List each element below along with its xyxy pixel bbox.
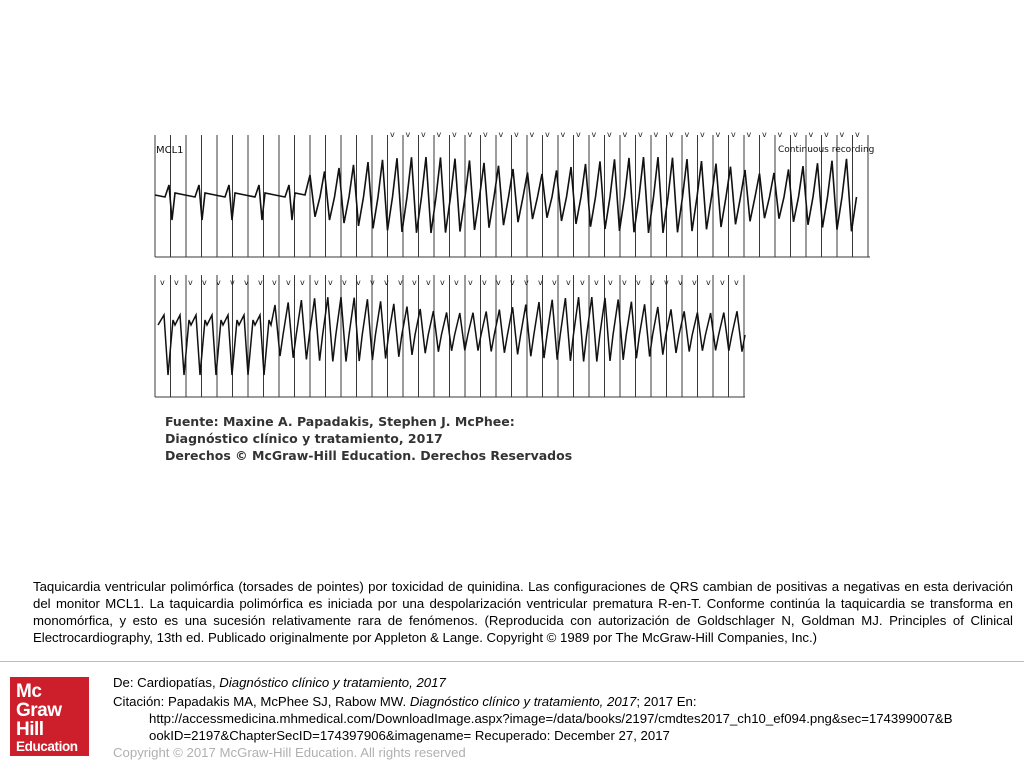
beat-marker: v bbox=[483, 130, 488, 139]
beat-marker: v bbox=[552, 278, 557, 287]
beat-marker: v bbox=[482, 278, 487, 287]
citation-line bbox=[113, 693, 1013, 710]
beat-marker: v bbox=[669, 130, 674, 139]
beat-marker: v bbox=[720, 278, 725, 287]
mcgraw-hill-logo bbox=[10, 677, 89, 756]
beat-marker: v bbox=[746, 130, 752, 139]
logo-line: Graw bbox=[16, 700, 62, 721]
beat-marker: v bbox=[370, 278, 375, 287]
beat-marker: v bbox=[384, 278, 389, 287]
beat-marker: v bbox=[328, 278, 333, 287]
beat-marker: v bbox=[467, 130, 473, 139]
beat-marker: v bbox=[591, 130, 597, 139]
beat-marker: v bbox=[174, 278, 179, 287]
beat-marker: v bbox=[230, 278, 235, 287]
beat-marker: v bbox=[421, 130, 426, 139]
beat-marker: v bbox=[454, 278, 459, 287]
beat-marker: v bbox=[636, 278, 641, 287]
source-line: Derechos © McGraw-Hill Education. Derechos Reservados bbox=[165, 448, 573, 463]
beat-marker: v bbox=[286, 278, 291, 287]
ecg-figure bbox=[150, 125, 875, 415]
from-prefix: De: Cardiopatías, bbox=[113, 675, 220, 690]
beat-marker: v bbox=[426, 278, 431, 287]
beat-marker: v bbox=[793, 130, 798, 139]
book-title: Diagnóstico clínico y tratamiento, 2017 bbox=[219, 675, 446, 690]
citation-block bbox=[113, 674, 1013, 761]
beat-marker: v bbox=[706, 278, 711, 287]
beat-marker: v bbox=[715, 130, 721, 139]
beat-marker: v bbox=[684, 130, 690, 139]
logo-line: Mc bbox=[16, 681, 42, 702]
logo-line: Hill bbox=[16, 719, 44, 740]
lead-label: MCL1 bbox=[156, 145, 184, 156]
copyright-notice: Copyright © 2017 McGraw-Hill Education. All rights reserved bbox=[113, 745, 466, 760]
recording-label: Continuous recording bbox=[778, 145, 875, 155]
beat-marker: v bbox=[398, 278, 403, 287]
beat-marker: v bbox=[650, 278, 655, 287]
beat-marker: v bbox=[731, 130, 736, 139]
beat-marker: v bbox=[452, 130, 457, 139]
beat-marker: v bbox=[607, 130, 612, 139]
beat-marker: v bbox=[468, 278, 473, 287]
source-chapter bbox=[113, 674, 1013, 691]
beat-marker: v bbox=[653, 130, 659, 139]
beat-marker: v bbox=[300, 278, 305, 287]
beat-marker: v bbox=[678, 278, 683, 287]
beat-marker: v bbox=[244, 278, 249, 287]
beat-marker: v bbox=[529, 130, 535, 139]
beat-marker: v bbox=[440, 278, 445, 287]
ecg-trace-bottom bbox=[158, 297, 745, 375]
beat-marker: v bbox=[216, 278, 221, 287]
beat-marker: v bbox=[496, 278, 501, 287]
beat-marker: v bbox=[272, 278, 277, 287]
beat-marker: v bbox=[412, 278, 417, 287]
ecg-trace-top bbox=[155, 157, 857, 233]
beat-marker: v bbox=[824, 130, 829, 139]
beat-marker: v bbox=[777, 130, 783, 139]
citation-url[interactable]: http://accessmedicina.mhmedical.com/DownloadImage.aspx?image=/data/books/2197/cmdtes2017_ch10_ef094.png&sec=174399007&B bbox=[149, 711, 953, 726]
footer-divider bbox=[0, 661, 1024, 662]
beat-marker: v bbox=[560, 130, 566, 139]
beat-marker: v bbox=[580, 278, 585, 287]
beat-marker: v bbox=[700, 130, 705, 139]
figure-caption: Taquicardia ventricular polimórfica (torsades de pointes) por toxicidad de quinidina. Las configuraciones de QRS cambian de positivas a negativas en esta derivación del monitor MCL1. La taquicardia polimórfica es iniciada por una despolarización ventricular prematura R-en-T. Conforme continúa la taquicardia se transforma en monomórfica, y esto es una sucesión relativamente rara de fenómenos. (Reproducida con autorización de Goldschlager N, Goldman MJ. Principles of Clinical Electrocardiography, 13th ed. Publicado originalmente por Appleton & Lange. Copyright © 1989 por The McGraw-Hill Companies, Inc.) bbox=[33, 579, 1013, 645]
logo-line: Education bbox=[16, 739, 78, 754]
beat-marker: v bbox=[622, 278, 627, 287]
beat-marker: v bbox=[258, 278, 263, 287]
beat-marker: v bbox=[594, 278, 599, 287]
figure-source-credit bbox=[165, 413, 585, 464]
beat-marker: v bbox=[638, 130, 643, 139]
beat-marker: v bbox=[160, 278, 165, 287]
beat-marker: v bbox=[545, 130, 550, 139]
beat-marker: v bbox=[762, 130, 767, 139]
beat-marker: v bbox=[314, 278, 319, 287]
beat-marker: v bbox=[608, 278, 613, 287]
source-line: Fuente: Maxine A. Papadakis, Stephen J. McPhee: bbox=[165, 414, 515, 429]
beat-marker: v bbox=[622, 130, 628, 139]
citation-url-continued[interactable]: ookID=2197&ChapterSecID=174397906&imagename= Recuperado: December 27, 2017 bbox=[149, 728, 670, 743]
beat-marker: v bbox=[566, 278, 571, 287]
beat-marker: v bbox=[855, 130, 860, 139]
beat-marker: v bbox=[498, 130, 504, 139]
beat-marker: v bbox=[188, 278, 193, 287]
beat-marker: v bbox=[692, 278, 697, 287]
beat-marker: v bbox=[405, 130, 411, 139]
source-line: Diagnóstico clínico y tratamiento, 2017 bbox=[165, 431, 443, 446]
beat-marker: v bbox=[436, 130, 442, 139]
beat-marker: v bbox=[576, 130, 581, 139]
cite-book-title: Diagnóstico clínico y tratamiento, 2017 bbox=[409, 694, 637, 709]
cite-prefix: Citación: Papadakis MA, McPhee SJ, Rabow MW. bbox=[113, 694, 410, 709]
beat-marker: v bbox=[734, 278, 739, 287]
beat-marker: v bbox=[390, 130, 395, 139]
beat-marker: v bbox=[510, 278, 515, 287]
beat-markers-top bbox=[390, 130, 860, 139]
beat-marker: v bbox=[839, 130, 845, 139]
beat-marker: v bbox=[538, 278, 543, 287]
beat-marker: v bbox=[664, 278, 669, 287]
cite-suffix: ; 2017 En: bbox=[636, 694, 697, 709]
beat-marker: v bbox=[342, 278, 347, 287]
beat-marker: v bbox=[202, 278, 207, 287]
beat-marker: v bbox=[524, 278, 529, 287]
beat-marker: v bbox=[356, 278, 361, 287]
beat-marker: v bbox=[514, 130, 519, 139]
beat-marker: v bbox=[808, 130, 814, 139]
